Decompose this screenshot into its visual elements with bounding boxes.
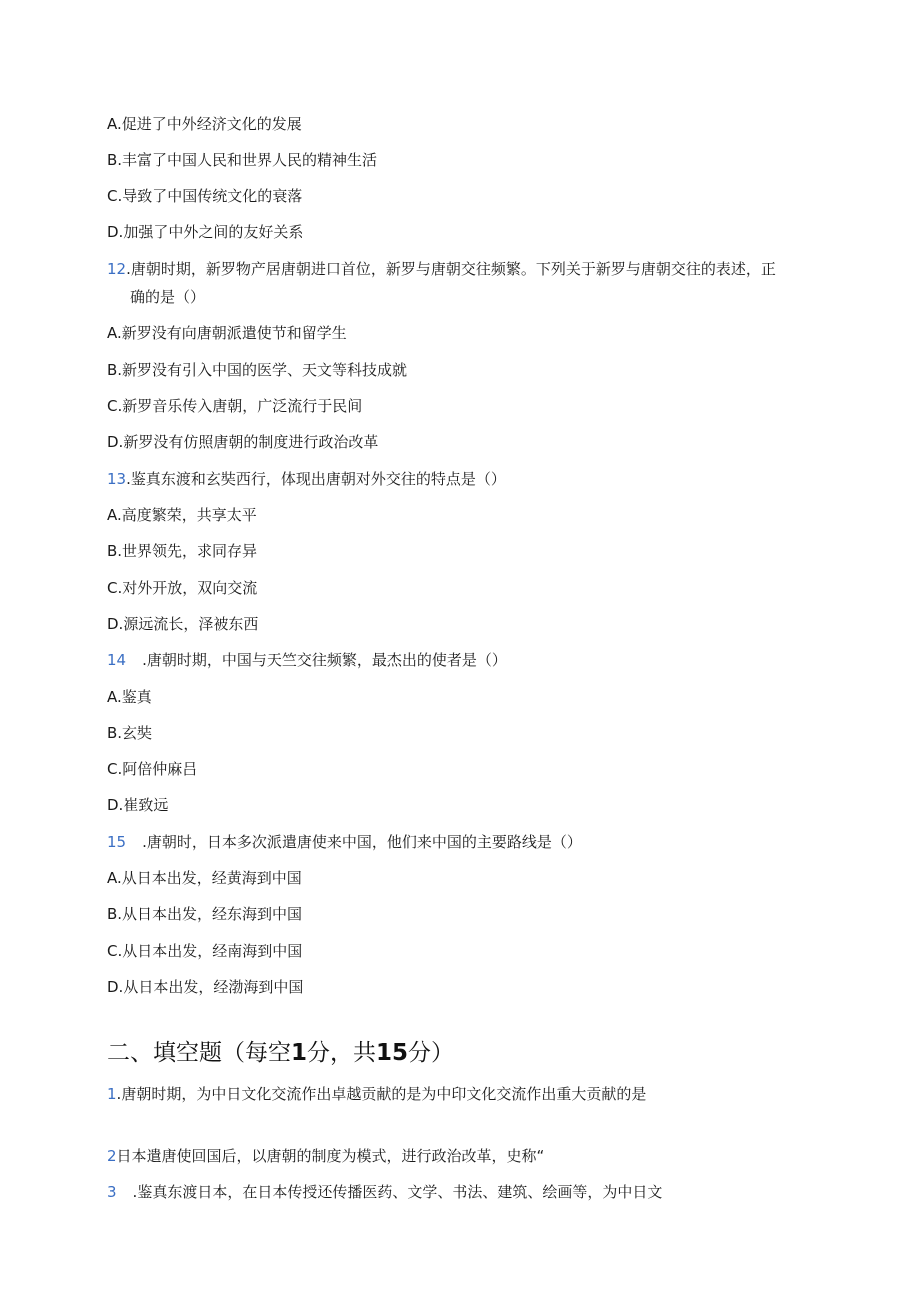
option-d: D.加强了中外之间的友好关系 [107,223,304,241]
question-text: .唐朝时，日本多次派遣唐使来中国，他们来中国的主要路线是（） [142,833,582,851]
option-c: C.新罗音乐传入唐朝，广泛流行于民间 [107,397,363,415]
option-d: D.从日本出发，经渤海到中国 [107,978,304,996]
option-c: C.导致了中国传统文化的衰落 [107,187,303,205]
question-number: 13 [107,470,127,488]
heading-prefix: 二、填空题（每空 [107,1040,291,1066]
option-c: C.对外开放，双向交流 [107,579,258,597]
fill-question-1 [107,1084,646,1104]
question-number: 2 [107,1147,117,1165]
heading-number-1: 1 [291,1040,308,1066]
option-b: B.丰富了中国人民和世界人民的精神生活 [107,151,378,169]
fill-question-2 [107,1146,544,1166]
heading-number-2: 15 [376,1040,409,1066]
option-c: C.阿倍仲麻吕 [107,760,198,778]
option-a: A.促进了中外经济文化的发展 [107,115,302,133]
option-b: B.世界领先，求同存异 [107,542,258,560]
question-number: 15 [107,833,127,851]
question-text: .唐朝时期，新罗物产居唐朝进口首位，新罗与唐朝交往频繁。下列关于新罗与唐朝交往的表述，正 [126,260,776,278]
question-number: 1 [107,1085,117,1103]
option-b: B.新罗没有引入中国的医学、天文等科技成就 [107,361,408,379]
option-d: D.源远流长，泽被东西 [107,615,259,633]
option-a: A.新罗没有向唐朝派遣使节和留学生 [107,324,347,342]
heading-suffix: 分） [408,1040,455,1066]
question-number: 14 [107,651,127,669]
question-13 [107,469,506,489]
option-c: C.从日本出发，经南海到中国 [107,942,303,960]
fill-question-3 [107,1182,662,1202]
question-12 [107,259,776,279]
question-number: 12 [107,260,127,278]
heading-middle: 分，共 [307,1040,377,1066]
option-b: B.玄奘 [107,724,153,742]
question-15 [107,832,582,852]
option-a: A.高度繁荣，共享太平 [107,506,257,524]
question-14 [107,650,507,670]
option-a: A.鉴真 [107,688,152,706]
question-text: .唐朝时期，为中日文化交流作出卓越贡献的是为中印文化交流作出重大贡献的是 [116,1085,647,1103]
question-text: .鉴真东渡日本，在日本传授还传播医药、文学、书法、建筑、绘画等，为中日文 [132,1183,663,1201]
option-a: A.从日本出发，经黄海到中国 [107,869,302,887]
question-number: 3 [107,1183,117,1201]
option-d: D.新罗没有仿照唐朝的制度进行政治改革 [107,433,379,451]
option-b: B.从日本出发，经东海到中国 [107,905,303,923]
option-d: D.崔致远 [107,796,169,814]
question-text: .鉴真东渡和玄奘西行，体现出唐朝对外交往的特点是（） [126,470,506,488]
question-text: 日本遣唐使回国后，以唐朝的制度为模式，进行政治改革，史称“ [116,1147,545,1165]
question-text: .唐朝时期，中国与天竺交往频繁，最杰出的使者是（） [142,651,507,669]
question-12-continuation: 确的是（） [130,288,206,306]
section-heading [107,1038,454,1068]
